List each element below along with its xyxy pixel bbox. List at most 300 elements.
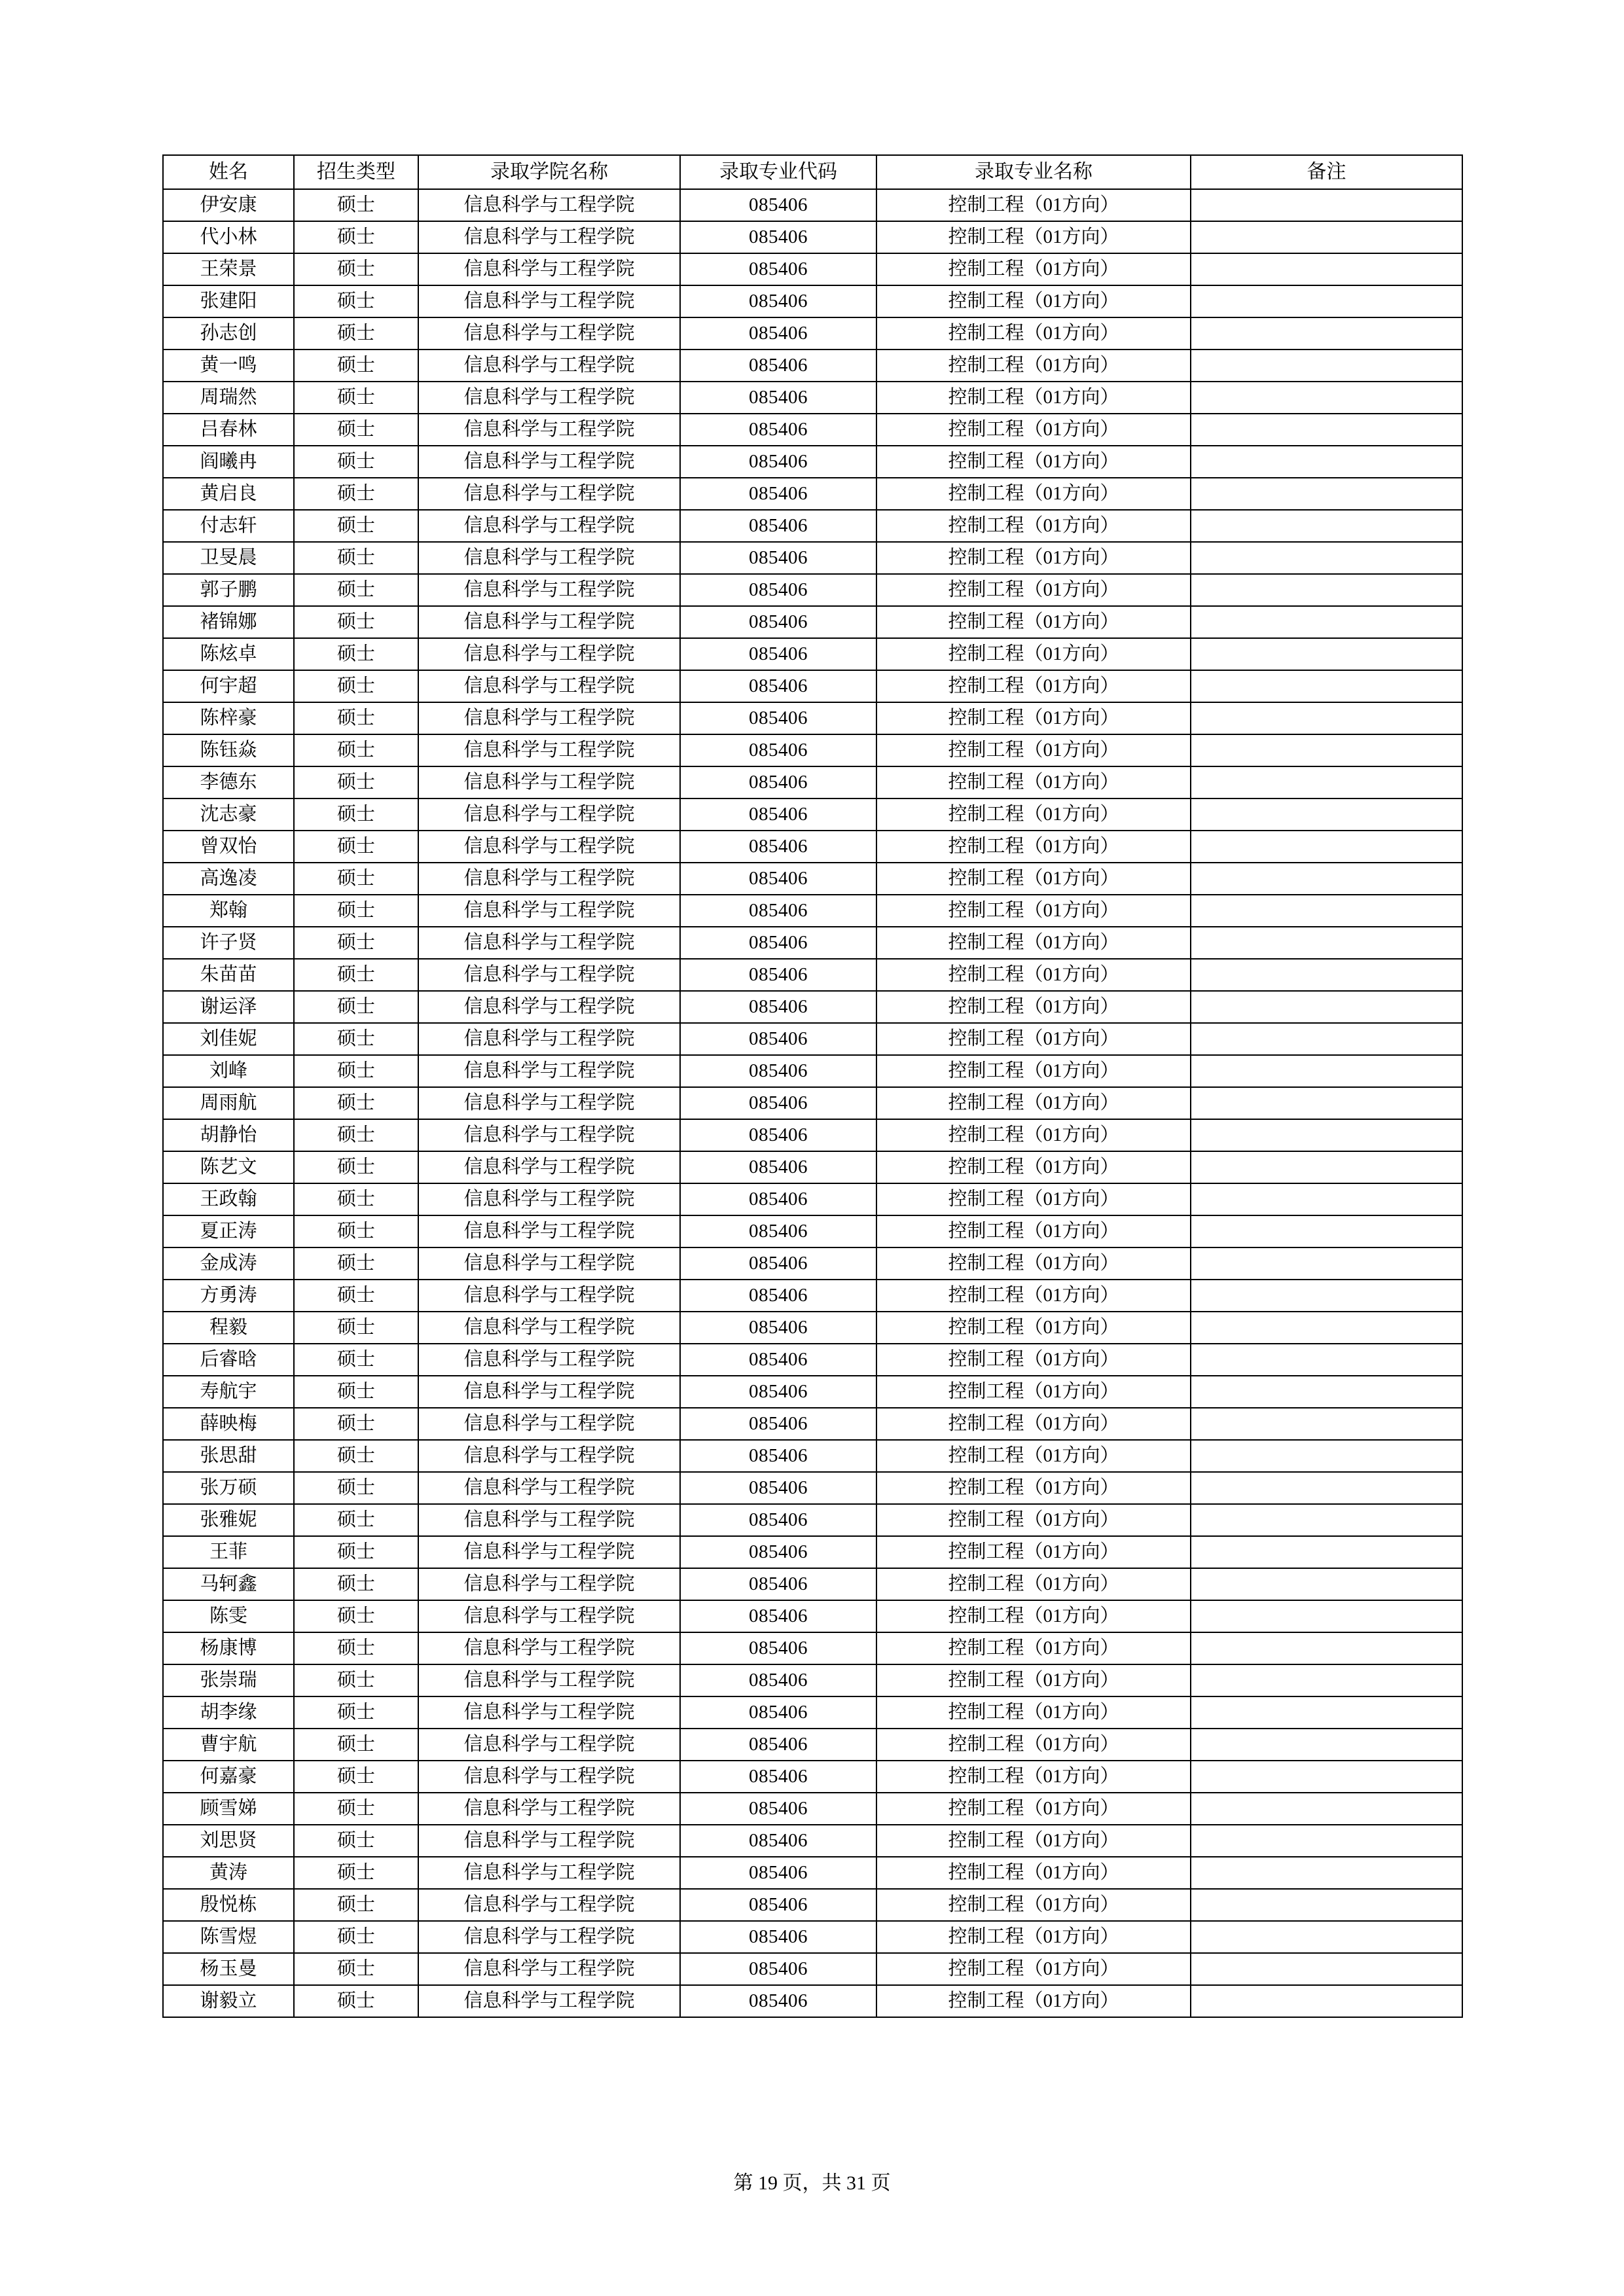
table-row [163, 382, 1462, 414]
column-header-college: 录取学院名称 [418, 155, 680, 189]
table-row [163, 1889, 1462, 1921]
cell-remark [1191, 1953, 1462, 1985]
cell-admission-type: 硕士 [294, 863, 418, 895]
cell-major-name: 控制工程（01方向） [876, 1696, 1191, 1729]
cell-name: 曾双怡 [163, 831, 294, 863]
cell-name: 刘峰 [163, 1055, 294, 1087]
table-row [163, 1055, 1462, 1087]
cell-remark [1191, 991, 1462, 1023]
cell-major-name: 控制工程（01方向） [876, 1183, 1191, 1215]
cell-admission-type: 硕士 [294, 734, 418, 766]
cell-name: 吕春林 [163, 414, 294, 446]
table-row [163, 1664, 1462, 1696]
cell-admission-type: 硕士 [294, 221, 418, 253]
cell-remark [1191, 317, 1462, 350]
cell-college: 信息科学与工程学院 [418, 221, 680, 253]
cell-name: 王菲 [163, 1536, 294, 1568]
cell-admission-type: 硕士 [294, 542, 418, 574]
cell-remark [1191, 1087, 1462, 1119]
cell-major-name: 控制工程（01方向） [876, 478, 1191, 510]
cell-major-code: 085406 [680, 831, 876, 863]
cell-major-name: 控制工程（01方向） [876, 606, 1191, 638]
cell-remark [1191, 638, 1462, 670]
table-row [163, 1632, 1462, 1664]
cell-college: 信息科学与工程学院 [418, 1247, 680, 1280]
cell-college: 信息科学与工程学院 [418, 478, 680, 510]
cell-major-code: 085406 [680, 510, 876, 542]
cell-name: 沈志豪 [163, 798, 294, 831]
cell-name: 张建阳 [163, 285, 294, 317]
cell-name: 陈炫卓 [163, 638, 294, 670]
cell-remark [1191, 1985, 1462, 2017]
cell-major-name: 控制工程（01方向） [876, 702, 1191, 734]
cell-college: 信息科学与工程学院 [418, 1280, 680, 1312]
cell-major-name: 控制工程（01方向） [876, 1664, 1191, 1696]
cell-major-name: 控制工程（01方向） [876, 831, 1191, 863]
table-row [163, 1087, 1462, 1119]
table-row [163, 798, 1462, 831]
cell-admission-type: 硕士 [294, 638, 418, 670]
cell-remark [1191, 1568, 1462, 1600]
table-row [163, 1376, 1462, 1408]
cell-major-name: 控制工程（01方向） [876, 1857, 1191, 1889]
cell-college: 信息科学与工程学院 [418, 1023, 680, 1055]
cell-name: 何嘉豪 [163, 1761, 294, 1793]
cell-major-code: 085406 [680, 1376, 876, 1408]
table-row [163, 1344, 1462, 1376]
cell-major-code: 085406 [680, 1408, 876, 1440]
cell-major-name: 控制工程（01方向） [876, 317, 1191, 350]
cell-admission-type: 硕士 [294, 798, 418, 831]
cell-major-name: 控制工程（01方向） [876, 253, 1191, 285]
table-row [163, 1312, 1462, 1344]
column-header-major-code: 录取专业代码 [680, 155, 876, 189]
cell-name: 陈雯 [163, 1600, 294, 1632]
cell-name: 孙志创 [163, 317, 294, 350]
cell-major-name: 控制工程（01方向） [876, 1312, 1191, 1344]
table-row [163, 542, 1462, 574]
table-row [163, 1921, 1462, 1953]
table-row [163, 1023, 1462, 1055]
cell-admission-type: 硕士 [294, 1344, 418, 1376]
cell-admission-type: 硕士 [294, 350, 418, 382]
cell-remark [1191, 1280, 1462, 1312]
cell-college: 信息科学与工程学院 [418, 574, 680, 606]
cell-name: 高逸凌 [163, 863, 294, 895]
cell-major-code: 085406 [680, 1825, 876, 1857]
cell-major-name: 控制工程（01方向） [876, 1055, 1191, 1087]
cell-admission-type: 硕士 [294, 574, 418, 606]
cell-major-name: 控制工程（01方向） [876, 350, 1191, 382]
cell-admission-type: 硕士 [294, 189, 418, 221]
cell-admission-type: 硕士 [294, 670, 418, 702]
cell-admission-type: 硕士 [294, 1504, 418, 1536]
cell-admission-type: 硕士 [294, 1183, 418, 1215]
cell-major-code: 085406 [680, 1536, 876, 1568]
cell-major-code: 085406 [680, 1664, 876, 1696]
cell-name: 阎曦冉 [163, 446, 294, 478]
cell-name: 张雅妮 [163, 1504, 294, 1536]
cell-major-name: 控制工程（01方向） [876, 1568, 1191, 1600]
cell-major-name: 控制工程（01方向） [876, 1761, 1191, 1793]
cell-college: 信息科学与工程学院 [418, 446, 680, 478]
cell-admission-type: 硕士 [294, 991, 418, 1023]
table-row [163, 189, 1462, 221]
cell-college: 信息科学与工程学院 [418, 1536, 680, 1568]
cell-major-code: 085406 [680, 1504, 876, 1536]
cell-major-name: 控制工程（01方向） [876, 1472, 1191, 1504]
cell-remark [1191, 1440, 1462, 1472]
cell-name: 刘思贤 [163, 1825, 294, 1857]
cell-major-name: 控制工程（01方向） [876, 221, 1191, 253]
cell-name: 许子贤 [163, 927, 294, 959]
cell-admission-type: 硕士 [294, 1151, 418, 1183]
cell-remark [1191, 606, 1462, 638]
cell-admission-type: 硕士 [294, 382, 418, 414]
cell-major-code: 085406 [680, 959, 876, 991]
cell-major-name: 控制工程（01方向） [876, 895, 1191, 927]
cell-admission-type: 硕士 [294, 285, 418, 317]
cell-major-name: 控制工程（01方向） [876, 1408, 1191, 1440]
cell-admission-type: 硕士 [294, 1664, 418, 1696]
table-row [163, 285, 1462, 317]
table-row [163, 510, 1462, 542]
cell-college: 信息科学与工程学院 [418, 285, 680, 317]
cell-major-name: 控制工程（01方向） [876, 1600, 1191, 1632]
cell-college: 信息科学与工程学院 [418, 1344, 680, 1376]
table-row [163, 1440, 1462, 1472]
page-footer: 第 19 页，共 31 页 [733, 2172, 891, 2194]
cell-college: 信息科学与工程学院 [418, 1376, 680, 1408]
cell-major-name: 控制工程（01方向） [876, 414, 1191, 446]
cell-college: 信息科学与工程学院 [418, 1664, 680, 1696]
table-row [163, 1761, 1462, 1793]
cell-college: 信息科学与工程学院 [418, 1472, 680, 1504]
cell-admission-type: 硕士 [294, 606, 418, 638]
cell-major-code: 085406 [680, 1312, 876, 1344]
cell-admission-type: 硕士 [294, 1119, 418, 1151]
cell-remark [1191, 1055, 1462, 1087]
cell-college: 信息科学与工程学院 [418, 382, 680, 414]
cell-name: 陈雪煜 [163, 1921, 294, 1953]
cell-remark [1191, 285, 1462, 317]
table-row [163, 606, 1462, 638]
cell-remark [1191, 1119, 1462, 1151]
cell-remark [1191, 446, 1462, 478]
cell-remark [1191, 1151, 1462, 1183]
cell-name: 黄一鸣 [163, 350, 294, 382]
table-row [163, 831, 1462, 863]
cell-major-code: 085406 [680, 1921, 876, 1953]
table-row [163, 1472, 1462, 1504]
cell-admission-type: 硕士 [294, 478, 418, 510]
cell-college: 信息科学与工程学院 [418, 1985, 680, 2017]
cell-major-code: 085406 [680, 1087, 876, 1119]
cell-name: 方勇涛 [163, 1280, 294, 1312]
cell-college: 信息科学与工程学院 [418, 1312, 680, 1344]
cell-major-name: 控制工程（01方向） [876, 1632, 1191, 1664]
cell-college: 信息科学与工程学院 [418, 1119, 680, 1151]
cell-admission-type: 硕士 [294, 1312, 418, 1344]
table-header [163, 155, 1462, 189]
cell-major-code: 085406 [680, 350, 876, 382]
cell-name: 褚锦娜 [163, 606, 294, 638]
cell-major-code: 085406 [680, 991, 876, 1023]
cell-college: 信息科学与工程学院 [418, 1151, 680, 1183]
cell-name: 谢运泽 [163, 991, 294, 1023]
cell-college: 信息科学与工程学院 [418, 638, 680, 670]
table-row [163, 1215, 1462, 1247]
cell-admission-type: 硕士 [294, 1761, 418, 1793]
cell-college: 信息科学与工程学院 [418, 1632, 680, 1664]
cell-remark [1191, 959, 1462, 991]
cell-admission-type: 硕士 [294, 831, 418, 863]
cell-college: 信息科学与工程学院 [418, 317, 680, 350]
cell-name: 薛映梅 [163, 1408, 294, 1440]
cell-major-code: 085406 [680, 766, 876, 798]
cell-remark [1191, 1696, 1462, 1729]
table-row [163, 478, 1462, 510]
cell-college: 信息科学与工程学院 [418, 991, 680, 1023]
cell-major-name: 控制工程（01方向） [876, 1215, 1191, 1247]
cell-remark [1191, 189, 1462, 221]
table-body [163, 189, 1462, 2017]
table-row [163, 734, 1462, 766]
table-row [163, 221, 1462, 253]
cell-admission-type: 硕士 [294, 1632, 418, 1664]
cell-major-name: 控制工程（01方向） [876, 1985, 1191, 2017]
cell-college: 信息科学与工程学院 [418, 189, 680, 221]
cell-college: 信息科学与工程学院 [418, 1857, 680, 1889]
cell-major-name: 控制工程（01方向） [876, 1536, 1191, 1568]
cell-major-name: 控制工程（01方向） [876, 1087, 1191, 1119]
cell-major-name: 控制工程（01方向） [876, 1151, 1191, 1183]
cell-remark [1191, 798, 1462, 831]
cell-college: 信息科学与工程学院 [418, 1729, 680, 1761]
cell-major-name: 控制工程（01方向） [876, 1921, 1191, 1953]
table-row [163, 1953, 1462, 1985]
cell-college: 信息科学与工程学院 [418, 542, 680, 574]
cell-college: 信息科学与工程学院 [418, 1921, 680, 1953]
cell-major-code: 085406 [680, 1215, 876, 1247]
cell-college: 信息科学与工程学院 [418, 927, 680, 959]
cell-admission-type: 硕士 [294, 446, 418, 478]
cell-remark [1191, 221, 1462, 253]
cell-major-code: 085406 [680, 927, 876, 959]
cell-name: 谢毅立 [163, 1985, 294, 2017]
cell-name: 程毅 [163, 1312, 294, 1344]
table-row [163, 1504, 1462, 1536]
cell-major-code: 085406 [680, 1857, 876, 1889]
cell-admission-type: 硕士 [294, 766, 418, 798]
cell-admission-type: 硕士 [294, 1953, 418, 1985]
cell-admission-type: 硕士 [294, 1825, 418, 1857]
table-row [163, 1793, 1462, 1825]
cell-name: 曹宇航 [163, 1729, 294, 1761]
cell-admission-type: 硕士 [294, 1023, 418, 1055]
cell-college: 信息科学与工程学院 [418, 350, 680, 382]
cell-name: 郭子鹏 [163, 574, 294, 606]
table-row [163, 446, 1462, 478]
cell-major-code: 085406 [680, 798, 876, 831]
cell-major-name: 控制工程（01方向） [876, 734, 1191, 766]
cell-name: 代小林 [163, 221, 294, 253]
cell-college: 信息科学与工程学院 [418, 414, 680, 446]
cell-major-code: 085406 [680, 1247, 876, 1280]
cell-college: 信息科学与工程学院 [418, 863, 680, 895]
cell-major-code: 085406 [680, 574, 876, 606]
cell-remark [1191, 1793, 1462, 1825]
cell-remark [1191, 1825, 1462, 1857]
cell-major-code: 085406 [680, 189, 876, 221]
cell-admission-type: 硕士 [294, 1793, 418, 1825]
cell-college: 信息科学与工程学院 [418, 1889, 680, 1921]
cell-major-name: 控制工程（01方向） [876, 1280, 1191, 1312]
cell-major-name: 控制工程（01方向） [876, 1729, 1191, 1761]
cell-remark [1191, 1536, 1462, 1568]
cell-college: 信息科学与工程学院 [418, 1440, 680, 1472]
cell-remark [1191, 702, 1462, 734]
cell-remark [1191, 1183, 1462, 1215]
cell-major-name: 控制工程（01方向） [876, 1023, 1191, 1055]
table-row [163, 414, 1462, 446]
table-row [163, 670, 1462, 702]
cell-college: 信息科学与工程学院 [418, 606, 680, 638]
cell-remark [1191, 1504, 1462, 1536]
cell-admission-type: 硕士 [294, 1600, 418, 1632]
cell-admission-type: 硕士 [294, 1536, 418, 1568]
cell-major-name: 控制工程（01方向） [876, 766, 1191, 798]
cell-major-name: 控制工程（01方向） [876, 1119, 1191, 1151]
cell-college: 信息科学与工程学院 [418, 510, 680, 542]
cell-major-name: 控制工程（01方向） [876, 1247, 1191, 1280]
cell-major-code: 085406 [680, 1889, 876, 1921]
cell-remark [1191, 414, 1462, 446]
cell-major-code: 085406 [680, 670, 876, 702]
cell-admission-type: 硕士 [294, 1985, 418, 2017]
cell-major-name: 控制工程（01方向） [876, 638, 1191, 670]
cell-major-code: 085406 [680, 895, 876, 927]
cell-major-name: 控制工程（01方向） [876, 1344, 1191, 1376]
cell-remark [1191, 510, 1462, 542]
cell-major-code: 085406 [680, 702, 876, 734]
cell-major-name: 控制工程（01方向） [876, 1825, 1191, 1857]
column-header-name: 姓名 [163, 155, 294, 189]
table-row [163, 1247, 1462, 1280]
cell-major-code: 085406 [680, 1953, 876, 1985]
table-header-row [163, 155, 1462, 189]
cell-college: 信息科学与工程学院 [418, 734, 680, 766]
table-row [163, 1825, 1462, 1857]
table-row [163, 1729, 1462, 1761]
cell-name: 殷悦栋 [163, 1889, 294, 1921]
cell-name: 黄涛 [163, 1857, 294, 1889]
table-row [163, 1151, 1462, 1183]
table-row [163, 253, 1462, 285]
cell-admission-type: 硕士 [294, 1280, 418, 1312]
cell-major-code: 085406 [680, 863, 876, 895]
table-row [163, 1568, 1462, 1600]
cell-college: 信息科学与工程学院 [418, 1504, 680, 1536]
cell-major-code: 085406 [680, 1761, 876, 1793]
cell-name: 胡静怡 [163, 1119, 294, 1151]
cell-admission-type: 硕士 [294, 1696, 418, 1729]
cell-college: 信息科学与工程学院 [418, 766, 680, 798]
cell-college: 信息科学与工程学院 [418, 1568, 680, 1600]
cell-admission-type: 硕士 [294, 1408, 418, 1440]
cell-major-code: 085406 [680, 285, 876, 317]
cell-name: 何宇超 [163, 670, 294, 702]
table-row [163, 1600, 1462, 1632]
cell-major-name: 控制工程（01方向） [876, 542, 1191, 574]
cell-college: 信息科学与工程学院 [418, 1761, 680, 1793]
table-row [163, 638, 1462, 670]
cell-college: 信息科学与工程学院 [418, 798, 680, 831]
cell-major-code: 085406 [680, 1344, 876, 1376]
cell-major-name: 控制工程（01方向） [876, 991, 1191, 1023]
cell-major-name: 控制工程（01方向） [876, 927, 1191, 959]
cell-remark [1191, 766, 1462, 798]
cell-college: 信息科学与工程学院 [418, 1183, 680, 1215]
table-row [163, 1183, 1462, 1215]
table-row [163, 574, 1462, 606]
cell-college: 信息科学与工程学院 [418, 1825, 680, 1857]
cell-major-code: 085406 [680, 638, 876, 670]
cell-admission-type: 硕士 [294, 1568, 418, 1600]
cell-major-name: 控制工程（01方向） [876, 574, 1191, 606]
cell-name: 杨玉曼 [163, 1953, 294, 1985]
cell-name: 夏正涛 [163, 1215, 294, 1247]
table-row [163, 1280, 1462, 1312]
table-row [163, 350, 1462, 382]
cell-major-code: 085406 [680, 1280, 876, 1312]
cell-remark [1191, 350, 1462, 382]
cell-major-code: 085406 [680, 253, 876, 285]
cell-name: 王荣景 [163, 253, 294, 285]
cell-name: 周瑞然 [163, 382, 294, 414]
cell-college: 信息科学与工程学院 [418, 959, 680, 991]
cell-remark [1191, 574, 1462, 606]
cell-remark [1191, 1376, 1462, 1408]
cell-admission-type: 硕士 [294, 959, 418, 991]
cell-name: 付志轩 [163, 510, 294, 542]
cell-remark [1191, 542, 1462, 574]
admission-table [162, 154, 1463, 2018]
cell-admission-type: 硕士 [294, 895, 418, 927]
cell-admission-type: 硕士 [294, 1729, 418, 1761]
cell-college: 信息科学与工程学院 [418, 1215, 680, 1247]
table-row [163, 927, 1462, 959]
table-row [163, 1536, 1462, 1568]
cell-college: 信息科学与工程学院 [418, 1087, 680, 1119]
cell-admission-type: 硕士 [294, 927, 418, 959]
cell-name: 周雨航 [163, 1087, 294, 1119]
cell-college: 信息科学与工程学院 [418, 1600, 680, 1632]
cell-admission-type: 硕士 [294, 1055, 418, 1087]
cell-remark [1191, 734, 1462, 766]
cell-remark [1191, 1215, 1462, 1247]
cell-admission-type: 硕士 [294, 414, 418, 446]
cell-name: 顾雪娣 [163, 1793, 294, 1825]
cell-major-code: 085406 [680, 382, 876, 414]
cell-admission-type: 硕士 [294, 1889, 418, 1921]
cell-remark [1191, 863, 1462, 895]
cell-remark [1191, 1312, 1462, 1344]
cell-remark [1191, 1600, 1462, 1632]
cell-name: 李德东 [163, 766, 294, 798]
cell-major-name: 控制工程（01方向） [876, 1440, 1191, 1472]
cell-major-name: 控制工程（01方向） [876, 1376, 1191, 1408]
